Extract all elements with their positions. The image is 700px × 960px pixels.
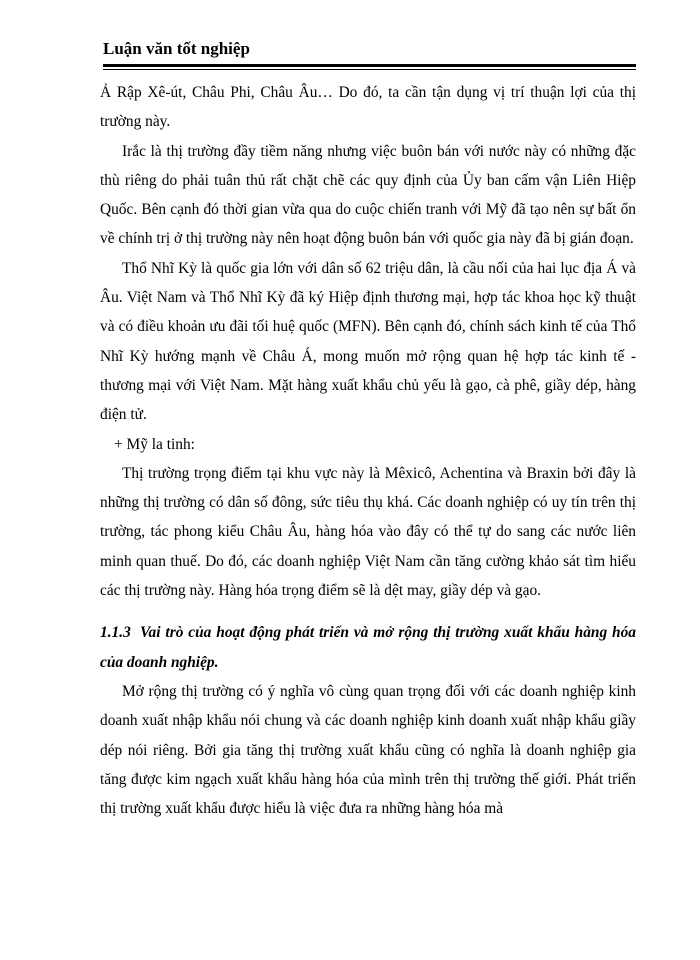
page-header — [103, 38, 636, 70]
section-title: Vai trò của hoạt động phát triển và mở rộng thị trường xuất khẩu hàng hóa của doanh nghiệp. — [100, 624, 636, 671]
paragraph-turkey: Thổ Nhĩ Kỳ là quốc gia lớn với dân số 62 triệu dân, là cầu nối của hai lục địa Á và Âu. Việt Nam và Thổ Nhĩ Kỳ đã ký Hiệp định thương mại, hợp tác khoa học kỹ thuật và có điều khoản ưu đãi tối huệ quốc (MFN). Bên cạnh đó, chính sách kinh tế của Thổ Nhĩ Kỳ hướng mạnh về Châu Á, mong muốn mở rộng quan hệ hợp tác kinh tế - thương mại với Việt Nam. Mặt hàng xuất khẩu chủ yếu là gạo, cà phê, giầy dép, hàng điện tử. — [100, 259, 636, 424]
paragraph-iraq: Irắc là thị trường đầy tiềm năng nhưng việc buôn bán với nước này có những đặc thù riêng do phải tuân thủ rất chặt chẽ các quy định của Ủy ban cấm vận Liên Hiệp Quốc. Bên cạnh đó thời gian vừa qua do cuộc chiến tranh với Mỹ đã tạo nên sự bất ổn về chính trị ở thị trường này nên hoạt động buôn bán với quốc gia này đã bị gián đoạn. — [100, 142, 636, 248]
paragraph-continuation: Ả Rập Xê-út, Châu Phi, Châu Âu… Do đó, ta cần tận dụng vị trí thuận lợi của thị trường này. — [100, 84, 636, 131]
spacer — [100, 605, 636, 609]
header-rule-thin — [103, 69, 636, 70]
paragraph-market-role: Mở rộng thị trường có ý nghĩa vô cùng quan trọng đối với các doanh nghiệp kinh doanh xuất nhập khẩu nói chung và các doanh nghiệp kinh doanh xuất nhập khẩu giầy dép nói riêng. Bởi gia tăng thị trường xuất khẩu cũng có nghĩa là doanh nghiệp gia tăng được kim ngạch xuất khẩu hàng hóa của mình trên thị trường thế giới. Phát triển thị trường xuất khẩu được hiểu là việc đưa ra những hàng hóa mà — [100, 682, 636, 818]
header-rule-thick — [103, 64, 636, 67]
paragraph-latin-america: Thị trường trọng điểm tại khu vực này là Mêxicô, Achentina và Braxin bởi đây là những thị trường có dân số đông, sức tiêu thụ khá. Các doanh nghiệp có uy tín trên thị trường, tác phong kiểu Châu Âu, hàng hóa vào đây có thể tự do sang các nước liên minh quan thuế. Do đó, các doanh nghiệp Việt Nam cần tăng cường khảo sát tìm hiểu các thị trường này. Hàng hóa trọng điểm sẽ là dệt may, giầy dép và gạo. — [100, 464, 636, 600]
section-number: 1.1.3 — [100, 624, 131, 642]
bullet-latin-america: + Mỹ la tinh: — [114, 435, 195, 453]
body-text — [100, 78, 636, 823]
section-heading — [100, 618, 636, 677]
header-title: Luận văn tốt nghiệp — [103, 39, 250, 58]
